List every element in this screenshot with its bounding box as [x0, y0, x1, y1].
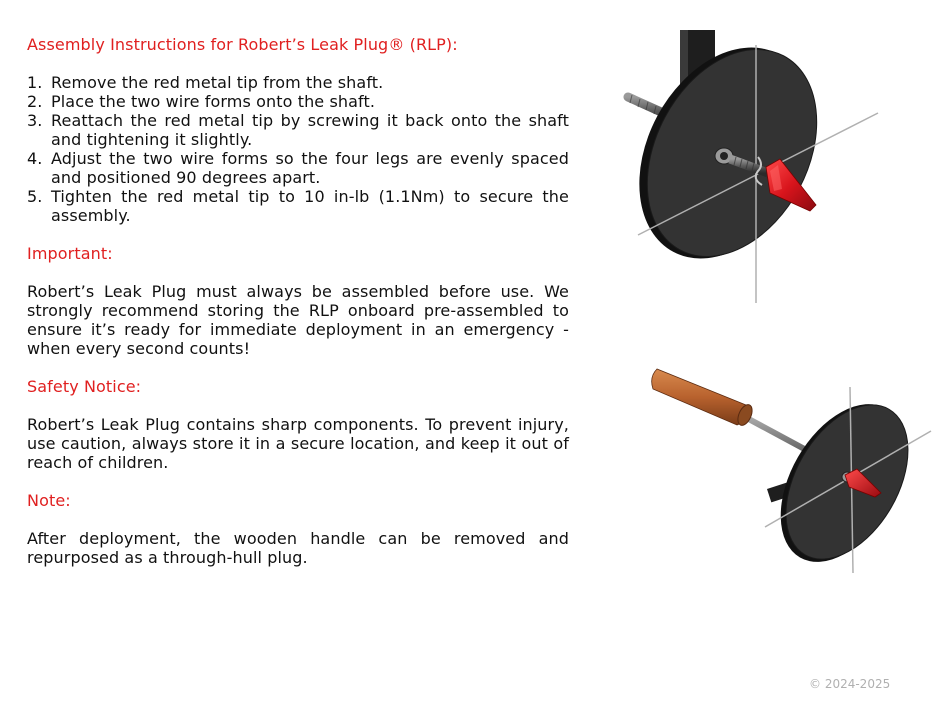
note-heading: Note:: [27, 491, 71, 510]
step-text: Remove the red metal tip from the shaft.: [51, 73, 384, 92]
step-number: 2.: [27, 92, 43, 111]
step-text: Adjust the two wire forms so the four legs are evenly spaced and positioned 90 degrees apart.: [51, 149, 569, 187]
note-text: After deployment, the wooden handle can be removed and repurposed as a through-hull plug.: [27, 529, 569, 567]
list-item: [27, 111, 569, 149]
step-number: 1.: [27, 73, 43, 92]
step-number: 3.: [27, 111, 43, 130]
assembled-plug-illustration: [620, 25, 890, 310]
list-item: [27, 149, 569, 187]
step-text: Place the two wire forms onto the shaft.: [51, 92, 376, 111]
instructions-column: [27, 35, 569, 567]
step-text: Reattach the red metal tip by screwing it back onto the shaft and tightening it slightly.: [51, 111, 569, 149]
plug-with-handle-illustration: [645, 355, 935, 580]
safety-text: Robert’s Leak Plug contains sharp components. To prevent injury, use caution, always store it in a secure location, and keep it out of reach of children.: [27, 415, 569, 472]
list-item: [27, 92, 569, 111]
assembly-steps-list: [27, 73, 569, 225]
copyright-notice: © 2024-2025: [809, 677, 891, 691]
important-text: Robert’s Leak Plug must always be assembled before use. We strongly recommend storing the RLP onboard pre-assembled to ensure it’s ready for immediate deployment in an emergency - when every second counts!: [27, 282, 569, 358]
disc-face: [620, 25, 851, 286]
wooden-handle: [652, 369, 751, 425]
step-number: 5.: [27, 187, 43, 206]
important-heading: Important:: [27, 244, 113, 263]
safety-heading: Safety Notice:: [27, 377, 142, 396]
list-item: [27, 187, 569, 225]
step-text: Tighten the red metal tip to 10 in-lb (1.1Nm) to secure the assembly.: [51, 187, 569, 225]
list-item: [27, 73, 569, 92]
assembly-title: Assembly Instructions for Robert’s Leak Plug® (RLP):: [27, 35, 458, 54]
step-number: 4.: [27, 149, 43, 168]
